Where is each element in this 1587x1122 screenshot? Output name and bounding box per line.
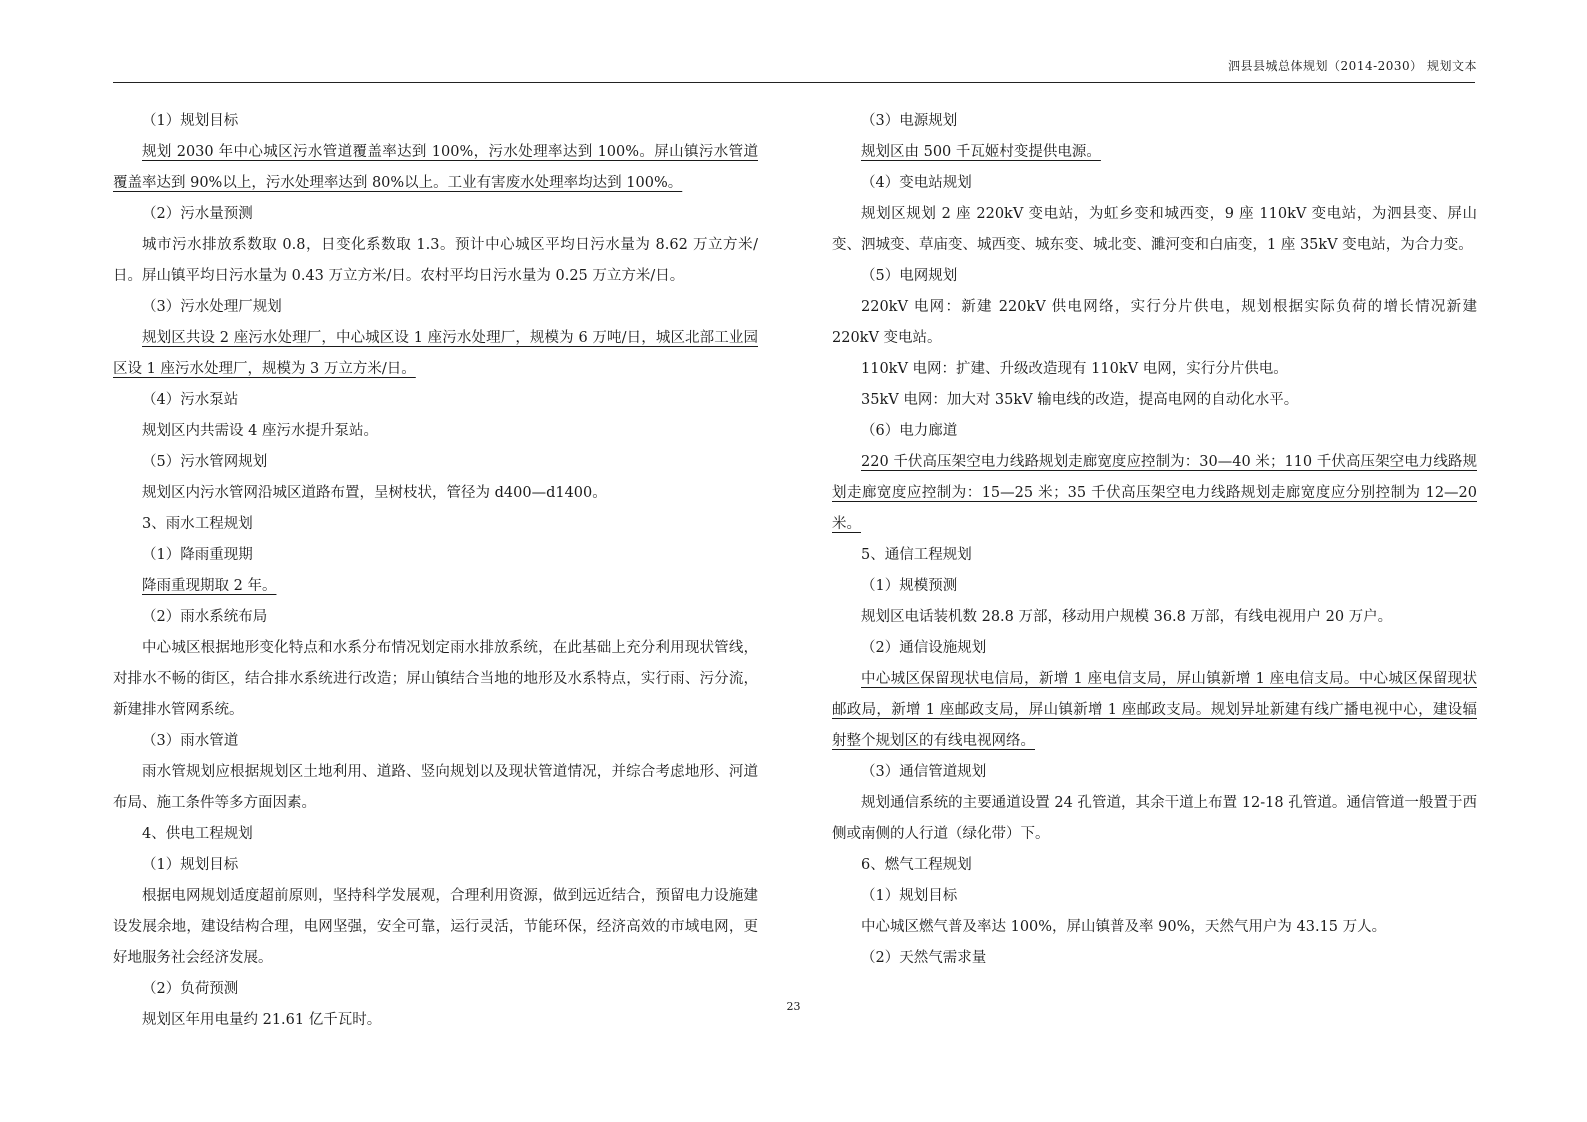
right-paragraph-text: 规划区电话装机数 28.8 万部，移动用户规模 36.8 万部，有线电视用户 20 万户。 — [861, 609, 1393, 625]
left-paragraph — [113, 850, 758, 881]
left-paragraph-text: 中心城区根据地形变化特点和水系分布情况划定雨水排放系统，在此基础上充分利用现状管线，对排水不畅的街区，结合排水系统进行改造；屏山镇结合当地的地形及水系特点，实行雨、污分流，新建排水管网系统。 — [113, 640, 758, 718]
right-paragraph — [832, 416, 1477, 447]
right-paragraph-text: 中心城区燃气普及率达 100%，屏山镇普及率 90%，天然气用户为 43.15 万人。 — [861, 919, 1387, 935]
document-header-title: 泗县县城总体规划（2014-2030） 规划文本 — [1228, 59, 1477, 73]
left-paragraph — [113, 819, 758, 850]
right-paragraph — [832, 168, 1477, 199]
right-paragraph — [832, 788, 1477, 850]
right-paragraph — [832, 540, 1477, 571]
right-paragraph-text: 110kV 电网：扩建、升级改造现有 110kV 电网，实行分片供电。 — [861, 361, 1288, 377]
right-paragraph-text: 规划区规划 2 座 220kV 变电站，为虹乡变和城西变，9 座 110kV 变电站，为泗县变、屏山变、泗城变、草庙变、城西变、城东变、城北变、濉河变和白庙变，1 座 35kV 变电站，为合力变。 — [832, 206, 1477, 253]
right-paragraph — [832, 757, 1477, 788]
left-paragraph — [113, 633, 758, 726]
right-paragraph — [832, 137, 1477, 168]
left-paragraph — [113, 323, 758, 385]
left-paragraph-text: 4、供电工程规划 — [142, 826, 253, 842]
right-paragraph-text: 规划通信系统的主要通道设置 24 孔管道，其余干道上布置 12-18 孔管道。通信管道一般置于西侧或南侧的人行道（绿化带）下。 — [832, 795, 1477, 842]
left-paragraph-text: 规划 2030 年中心城区污水管道覆盖率达到 100%，污水处理率达到 100%。屏山镇污水管道覆盖率达到 90%以上，污水处理率达到 80%以上。工业有害废水处理率均达到 100%。 — [113, 144, 758, 191]
left-paragraph — [113, 881, 758, 974]
left-paragraph — [113, 726, 758, 757]
left-paragraph — [113, 478, 758, 509]
left-paragraph-text: （3）雨水管道 — [142, 733, 239, 749]
left-paragraph-text: （2）污水量预测 — [142, 206, 253, 222]
left-paragraph-text: （1）规划目标 — [142, 113, 239, 129]
right-paragraph — [832, 199, 1477, 261]
left-paragraph — [113, 540, 758, 571]
left-paragraph-text: （4）污水泵站 — [142, 392, 239, 408]
right-paragraph — [832, 633, 1477, 664]
right-paragraph — [832, 354, 1477, 385]
right-paragraph-text: 35kV 电网：加大对 35kV 输电线的改造，提高电网的自动化水平。 — [861, 392, 1299, 408]
right-paragraph-text: 220kV 电网：新建 220kV 供电网络，实行分片供电，规划根据实际负荷的增长情况新建 220kV 变电站。 — [832, 299, 1477, 346]
right-column — [832, 106, 1477, 974]
left-paragraph-text: 3、雨水工程规划 — [142, 516, 253, 532]
right-paragraph — [832, 106, 1477, 137]
left-paragraph-text: （3）污水处理厂规划 — [142, 299, 282, 315]
right-paragraph-text: （1）规划目标 — [861, 888, 958, 904]
left-paragraph-text: 规划区共设 2 座污水处理厂，中心城区设 1 座污水处理厂，规模为 6 万吨/日，城区北部工业园区设 1 座污水处理厂，规模为 3 万立方米/日。 — [113, 330, 758, 377]
left-paragraph-text: （5）污水管网规划 — [142, 454, 268, 470]
left-paragraph-text: 根据电网规划适度超前原则，坚持科学发展观，合理利用资源，做到远近结合，预留电力设施建设发展余地，建设结构合理，电网坚强，安全可靠，运行灵活，节能环保，经济高效的市域电网，更好地服务社会经济发展。 — [113, 888, 758, 966]
left-paragraph-text: 规划区内污水管网沿城区道路布置，呈树枝状，管径为 d400—d1400。 — [142, 485, 607, 501]
left-paragraph — [113, 292, 758, 323]
right-paragraph-text: 规划区由 500 千瓦姬村变提供电源。 — [861, 144, 1101, 160]
right-paragraph-text: 中心城区保留现状电信局，新增 1 座电信支局，屏山镇新增 1 座电信支局。中心城区保留现状邮政局，新增 1 座邮政支局，屏山镇新增 1 座邮政支局。规划异址新建有线广播电视中心，建设辐射整个规划区的有线电视网络。 — [832, 671, 1477, 749]
right-paragraph — [832, 850, 1477, 881]
left-paragraph — [113, 757, 758, 819]
right-paragraph-text: 5、通信工程规划 — [861, 547, 972, 563]
right-paragraph — [832, 881, 1477, 912]
right-paragraph-text: 220 千伏高压架空电力线路规划走廊宽度应控制为：30—40 米；110 千伏高压架空电力线路规划走廊宽度应控制为：15—25 米；35 千伏高压架空电力线路规划走廊宽度应分别控制为 12—20 米。 — [832, 454, 1477, 532]
right-paragraph-text: （3）通信管道规划 — [861, 764, 987, 780]
left-paragraph-text: （1）规划目标 — [142, 857, 239, 873]
right-paragraph — [832, 261, 1477, 292]
left-paragraph-text: 雨水管规划应根据规划区土地利用、道路、竖向规划以及现状管道情况，并综合考虑地形、河道布局、施工条件等多方面因素。 — [113, 764, 758, 811]
left-paragraph — [113, 385, 758, 416]
left-paragraph-text: 降雨重现期取 2 年。 — [142, 578, 277, 594]
left-paragraph-text: （2）雨水系统布局 — [142, 609, 268, 625]
right-paragraph-text: （3）电源规划 — [861, 113, 958, 129]
right-paragraph-text: （5）电网规划 — [861, 268, 958, 284]
right-paragraph — [832, 447, 1477, 540]
left-paragraph — [113, 602, 758, 633]
left-paragraph — [113, 416, 758, 447]
right-paragraph — [832, 664, 1477, 757]
left-column — [113, 106, 758, 1036]
right-paragraph — [832, 292, 1477, 354]
left-paragraph — [113, 106, 758, 137]
right-paragraph — [832, 912, 1477, 943]
left-paragraph-text: （2）负荷预测 — [142, 981, 239, 997]
right-paragraph-text: （2）通信设施规划 — [861, 640, 987, 656]
right-paragraph-text: （6）电力廊道 — [861, 423, 958, 439]
left-paragraph — [113, 447, 758, 478]
right-paragraph — [832, 385, 1477, 416]
right-paragraph — [832, 602, 1477, 633]
left-paragraph-text: 规划区内共需设 4 座污水提升泵站。 — [142, 423, 378, 439]
left-paragraph-text: （1）降雨重现期 — [142, 547, 253, 563]
left-paragraph — [113, 509, 758, 540]
right-paragraph-text: 6、燃气工程规划 — [861, 857, 972, 873]
left-paragraph-text: 规划区年用电量约 21.61 亿千瓦时。 — [142, 1012, 382, 1028]
right-paragraph-text: （2）天然气需求量 — [861, 950, 987, 966]
left-paragraph — [113, 199, 758, 230]
page-number: 23 — [786, 1000, 801, 1013]
left-paragraph — [113, 230, 758, 292]
left-paragraph — [113, 137, 758, 199]
right-paragraph-text: （4）变电站规划 — [861, 175, 972, 191]
right-paragraph-text: （1）规模预测 — [861, 578, 958, 594]
right-paragraph — [832, 943, 1477, 974]
right-paragraph — [832, 571, 1477, 602]
header-rule — [113, 82, 1475, 83]
left-paragraph — [113, 571, 758, 602]
left-paragraph-text: 城市污水排放系数取 0.8，日变化系数取 1.3。预计中心城区平均日污水量为 8.62 万立方米/日。屏山镇平均日污水量为 0.43 万立方米/日。农村平均日污水量为 0.25 万立方米/日。 — [113, 237, 758, 284]
